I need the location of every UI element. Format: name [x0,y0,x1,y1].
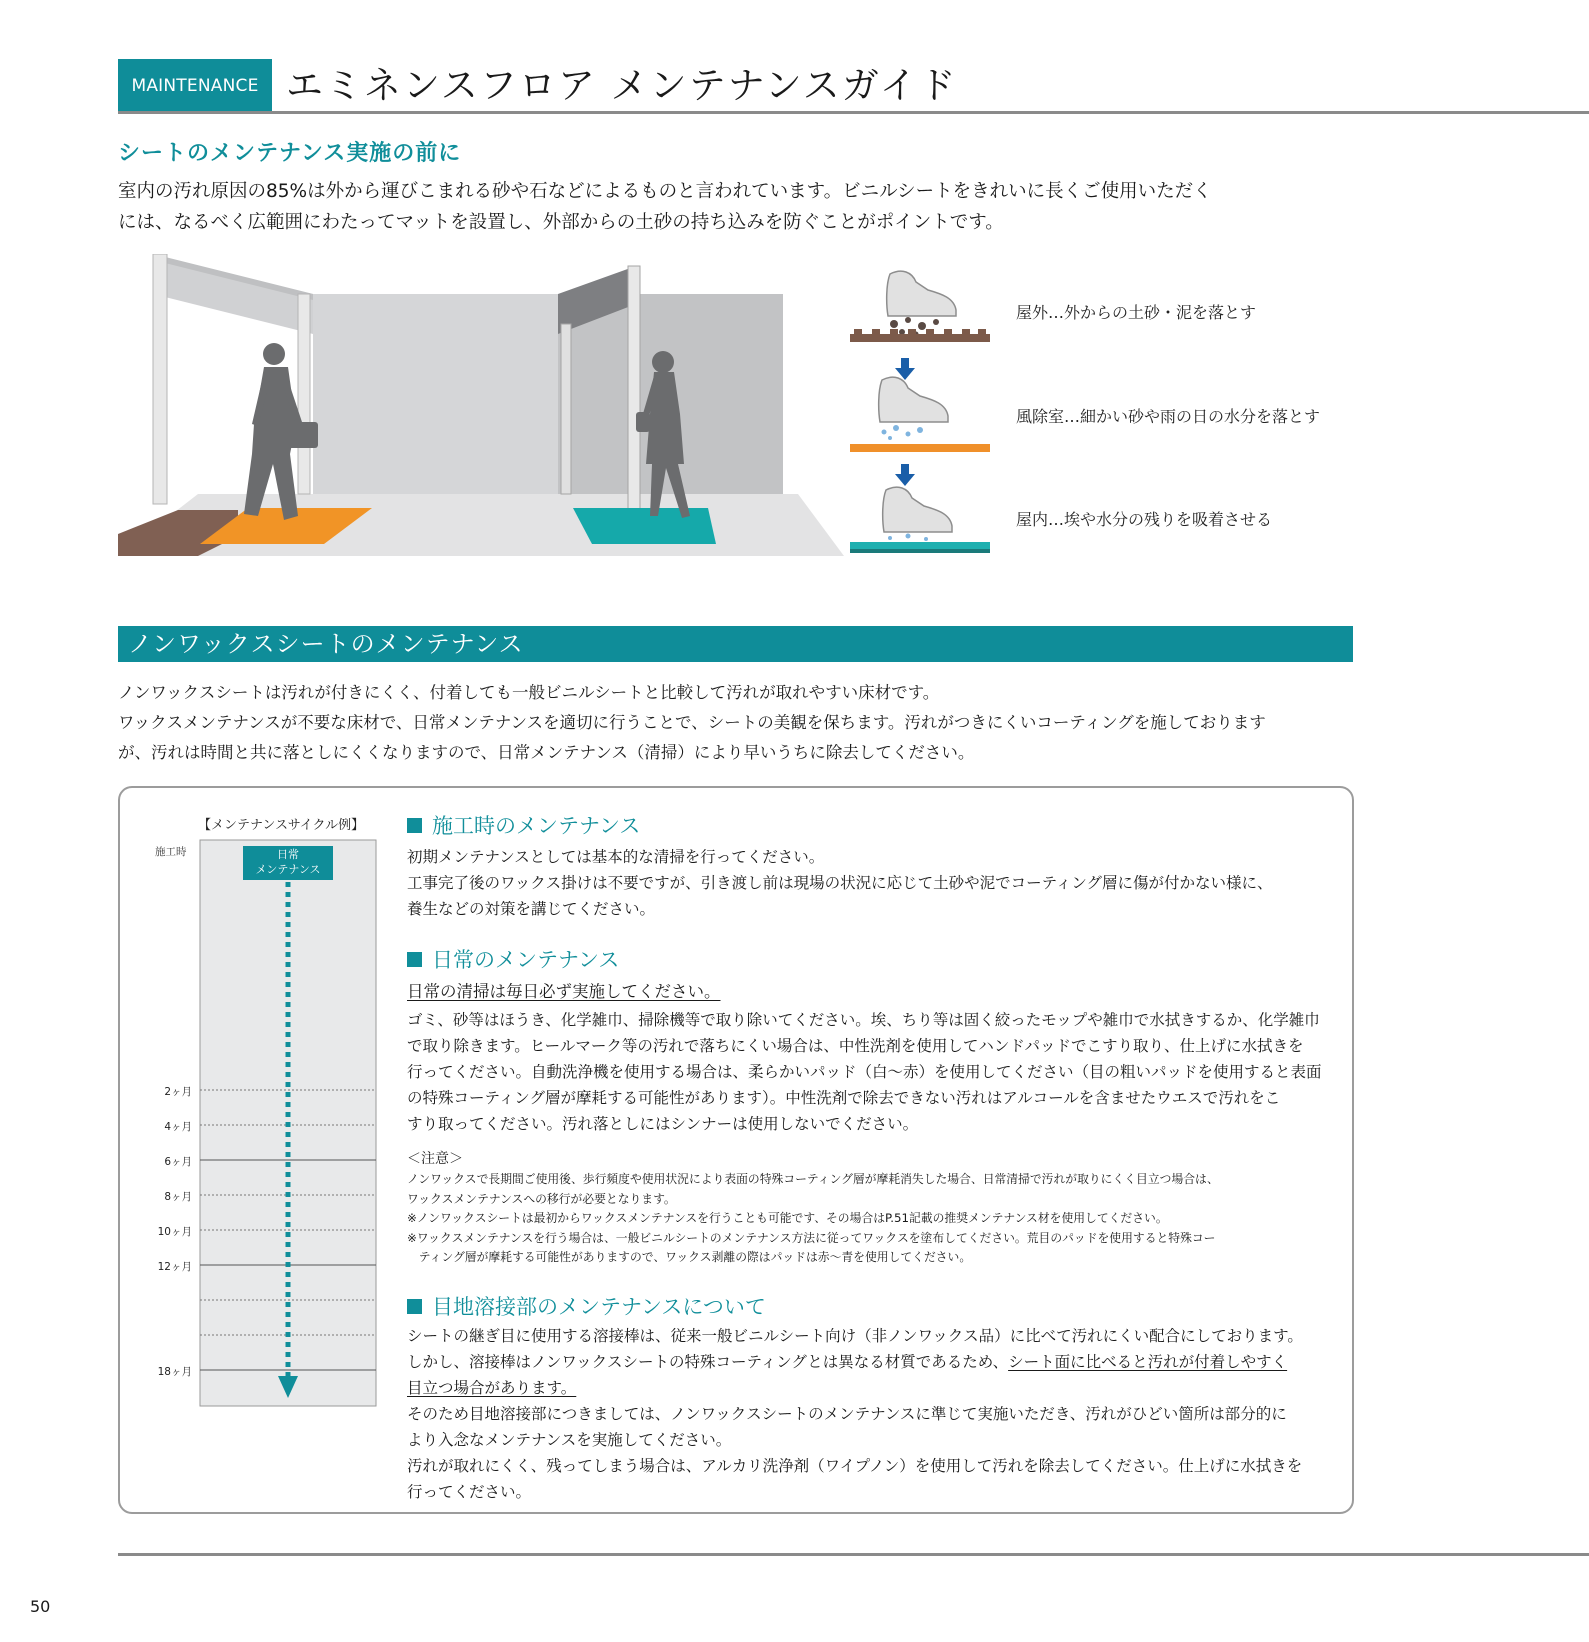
daily-heading [407,944,619,974]
text-line: 養生などの対策を講じてください。 [407,900,656,918]
install-text [407,844,1337,922]
note-line: ティング層が摩耗する可能性がありますので、ワックス剥離の際はパッドは赤〜青を使用してください。 [407,1250,972,1264]
section-band-nonwax: ノンワックスシートのメンテナンス [118,626,1353,662]
install-heading-text: 施工時のメンテナンス [432,814,641,838]
section-tag: MAINTENANCE [118,59,272,112]
arrow-down-icon [895,464,915,486]
note-line: ノンワックスで長期間ご使用後、歩行頻度や使用状況により表面の特殊コーティング層が摩耗消失した場合、日常清掃で汚れが取りにくく目立つ場合は、 [407,1172,1219,1186]
joint-heading-text: 目地溶接部のメンテナンスについて [432,1295,766,1319]
right-pillar-outer [628,266,640,524]
underlined-segment: 目立つ場合があります。 [407,1379,577,1397]
install-heading [407,810,640,840]
page-title: エミネンスフロア メンテナンスガイド [286,64,958,107]
intro-line: には、なるべく広範囲にわたってマットを設置し、外部からの土砂の持ち込みを防ぐことがポイントです。 [118,212,1004,233]
cycle-title: 【メンテナンスサイクル例】 [198,818,365,833]
daily-badge-label [243,847,333,877]
text-line: シートの継ぎ目に使用する溶接棒は、従来一般ビニルシート向け（非ノンワックス品）に比べて汚れにくい配合にしております。 [407,1327,1303,1345]
shoe-icon [883,487,952,532]
section-heading-before-maintenance: シートのメンテナンス実施の前に [118,141,462,166]
footer-divider [118,1553,1589,1556]
intro-line: 室内の汚れ原因の85%は外から運びこまれる砂や石などによるものと言われています。ビニルシートをきれいに長くご使用いただく [118,181,1212,202]
page-number: 50 [30,1597,51,1616]
month-label: 18ヶ月 [157,1366,192,1378]
text-line: 行ってください。 [407,1483,532,1501]
step-label-indoor: 屋内…埃や水分の残りを吸着させる [1016,510,1273,529]
text-segment: しかし、溶接棒はノンワックスシートの特殊コーティングとは異なる材質であるため、 [407,1353,1009,1371]
month-label: 6ヶ月 [164,1156,192,1168]
daily-heading-text: 日常のメンテナンス [432,948,620,972]
joint-text [407,1323,1337,1505]
text-line: 初期メンテナンスとしては基本的な清掃を行ってください。 [407,848,825,866]
water-drops [888,534,928,542]
badge-line: メンテナンス [255,863,321,876]
month-label: 12ヶ月 [157,1261,192,1273]
step-label-vestibule: 風除室…細かい砂や雨の日の水分を落とす [1016,407,1321,426]
text-line: 行ってください。自動洗浄機を使用する場合は、柔らかいパッド（白〜赤）を使用してください（目の粗いパッドを使用すると表面 [407,1063,1322,1081]
month-label: 10ヶ月 [157,1226,192,1238]
nonwax-description [118,678,1363,768]
water-drops [882,425,924,440]
square-bullet-icon [407,818,422,833]
text-line [407,1375,1337,1401]
title-divider [118,111,1589,114]
vestibule-mat-strip [850,444,990,452]
left-pillar-outer [153,254,167,504]
step-label-outdoor: 屋外…外からの土砂・泥を落とす [1016,303,1257,322]
joint-heading [407,1291,766,1321]
right-pillar-inner [561,324,571,494]
month-label: 2ヶ月 [164,1086,192,1098]
entrance-illustration [118,254,844,556]
text-line: で取り除きます。ヒールマーク等の汚れで落ちにくい場合は、中性洗剤を使用してハンドパッドでこすり取り、仕上げに水拭きを [407,1037,1304,1055]
text-line: の特殊コーティング層が摩耗する可能性があります）。中性洗剤で除去できない汚れはアルコールを含ませたウエスで汚れをこ [407,1089,1281,1107]
text-line: より入念なメンテナンスを実施してください。 [407,1431,732,1449]
square-bullet-icon [407,1299,422,1314]
text-line [407,1349,1337,1375]
note-title: ＜注意＞ [407,1151,463,1167]
month-label: 8ヶ月 [164,1191,192,1203]
underlined-segment: シート面に比べると汚れが付着しやすく [1008,1353,1288,1371]
daily-text [407,1007,1337,1137]
daily-emphasis: 日常の清掃は毎日必ず実施してください。 [407,982,721,1001]
arrow-down-icon [895,358,915,380]
note-line: ワックスメンテナンスへの移行が必要となります。 [407,1191,676,1206]
square-bullet-icon [407,952,422,967]
note-line: ※ノンワックスシートは最初からワックスメンテナンスを行うことも可能です、その場合はP.51記載の推奨メンテナンス材を使用してください。 [407,1211,1168,1225]
intro-paragraph [118,176,1358,238]
shoe-icon [887,271,956,316]
indoor-mat-strip [850,542,990,550]
badge-line: 日常 [277,848,299,861]
note-line: ※ワックスメンテナンスを行う場合は、一般ビニルシートのメンテナンス方法に従ってワックスを塗布してください。荒目のパッドを使用すると特殊コー [407,1230,1216,1245]
cycle-start-label: 施工時 [155,846,187,858]
left-pillar-inner [298,294,310,494]
indoor-mat [573,508,716,544]
description-line: ワックスメンテナンスが不要な床材で、日常メンテナンスを適切に行うことで、シートの美観を保ちます。汚れがつきにくいコーティングを施しております [118,713,1266,732]
outdoor-mat-strip [850,334,990,342]
note-text [407,1170,1337,1268]
text-line: すり取ってください。汚れ落としにはシンナーは使用しないでください。 [407,1115,919,1133]
text-line: ゴミ、砂等はほうき、化学雑巾、掃除機等で取り除いてください。埃、ちり等は固く絞ったモップや雑巾で水拭きするか、化学雑巾 [407,1011,1320,1029]
shoe-icon [879,377,948,422]
description-line: が、汚れは時間と共に落としにくくなりますので、日常メンテナンス（清掃）により早いうちに除去してください。 [118,743,975,762]
text-line: 工事完了後のワックス掛けは不要ですが、引き渡し前は現場の状況に応じて土砂や泥でコーティング層に傷が付かない様に、 [407,874,1273,892]
text-line: 汚れが取れにくく、残ってしまう場合は、アルカリ洗浄剤（ワイプノン）を使用して汚れを除去してください。仕上げに水拭きを [407,1457,1303,1475]
description-line: ノンワックスシートは汚れが付きにくく、付着しても一般ビニルシートと比較して汚れが取れやすい床材です。 [118,683,940,702]
text-line: そのため目地溶接部につきましては、ノンワックスシートのメンテナンスに準じて実施いただき、汚れがひどい箇所は部分的に [407,1405,1287,1423]
month-label: 4ヶ月 [164,1121,192,1133]
mat-steps-diagram [850,268,990,556]
